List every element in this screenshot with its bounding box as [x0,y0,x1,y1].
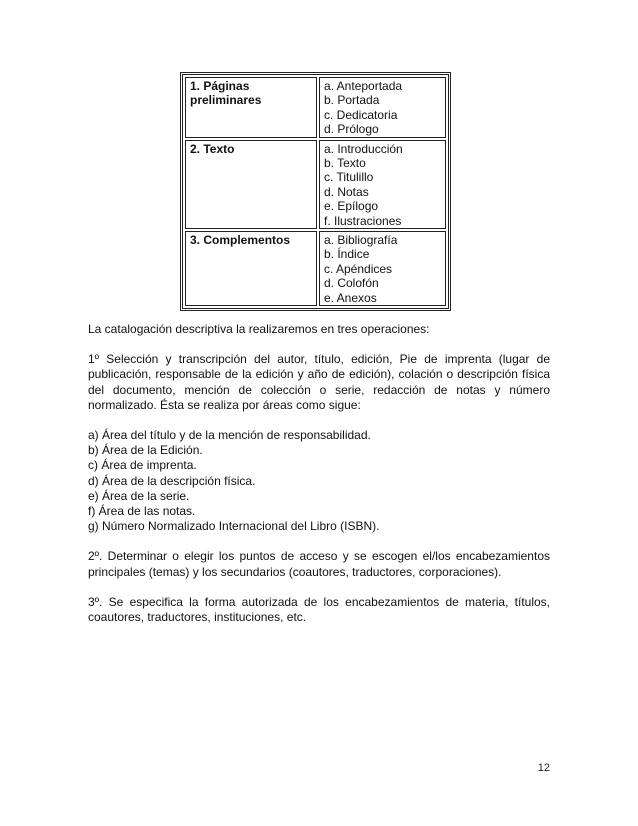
list-item: c. Dedicatoria [324,107,398,122]
list-item: a. Anteportada [324,79,403,93]
list-item: b. Texto [324,156,366,171]
list-item: e. Anexos [324,290,377,305]
list-item: e) Área de la serie. [88,488,190,503]
list-item: g) Número Normalizado Internacional del Libro (ISBN). [88,519,380,534]
list-item: c. Titulillo [324,170,374,185]
step-3-paragraph: 3º. Se especifica la forma autorizada de los encabezamientos de materia, títulos, coautores, traductores, instituciones, etc. [88,594,550,625]
list-item: b) Área de la Edición. [88,443,203,458]
section-label: 2. Texto [185,140,317,229]
list-item: e. Epílogo [324,199,379,214]
list-item: f) Área de las notas. [88,504,196,519]
list-item: f. Ilustraciones [324,213,402,228]
section-items [319,140,446,229]
list-item: d) Área de la descripción física. [88,473,256,488]
list-item: a) Área del título y de la mención de responsabilidad. [88,428,371,443]
list-item: b. Portada [324,93,380,108]
list-item: b. Índice [324,247,370,262]
list-item: d. Prólogo [324,122,379,137]
list-item: c. Apéndices [324,261,393,276]
step-2-paragraph: 2º. Determinar o elegir los puntos de acceso y se escogen el/los encabezamientos principales (temas) y los secundarios (coautores, traductores, corporaciones). [88,549,550,579]
areas-list [88,428,550,534]
table-row [185,231,446,306]
page-number: 12 [537,762,550,774]
step-1-paragraph: 1º Selección y transcripción del autor, título, edición, Pie de imprenta (lugar de publicación, responsable de la edición y año de edición), colación o descripción física del documento, mención de colección o serie, redacción de notas y número normalizado. Ésta se realiza por áreas como sigue: [88,352,550,412]
section-label: 3. Complementos [185,231,317,306]
section-label: 1. Páginas preliminares [185,77,317,138]
list-item: a. Bibliografía [324,233,398,248]
body-text [88,322,550,625]
list-item: d. Notas [324,184,369,199]
table-row [185,140,446,229]
list-item: a. Introducción [324,141,403,156]
section-items [319,77,446,138]
table-row [185,77,446,138]
book-structure-table [180,72,451,311]
list-item: d. Colofón [324,276,379,291]
section-items [319,231,446,306]
intro-paragraph: La catalogación descriptiva la realizaremos en tres operaciones: [88,322,430,336]
list-item: c) Área de imprenta. [88,458,197,473]
